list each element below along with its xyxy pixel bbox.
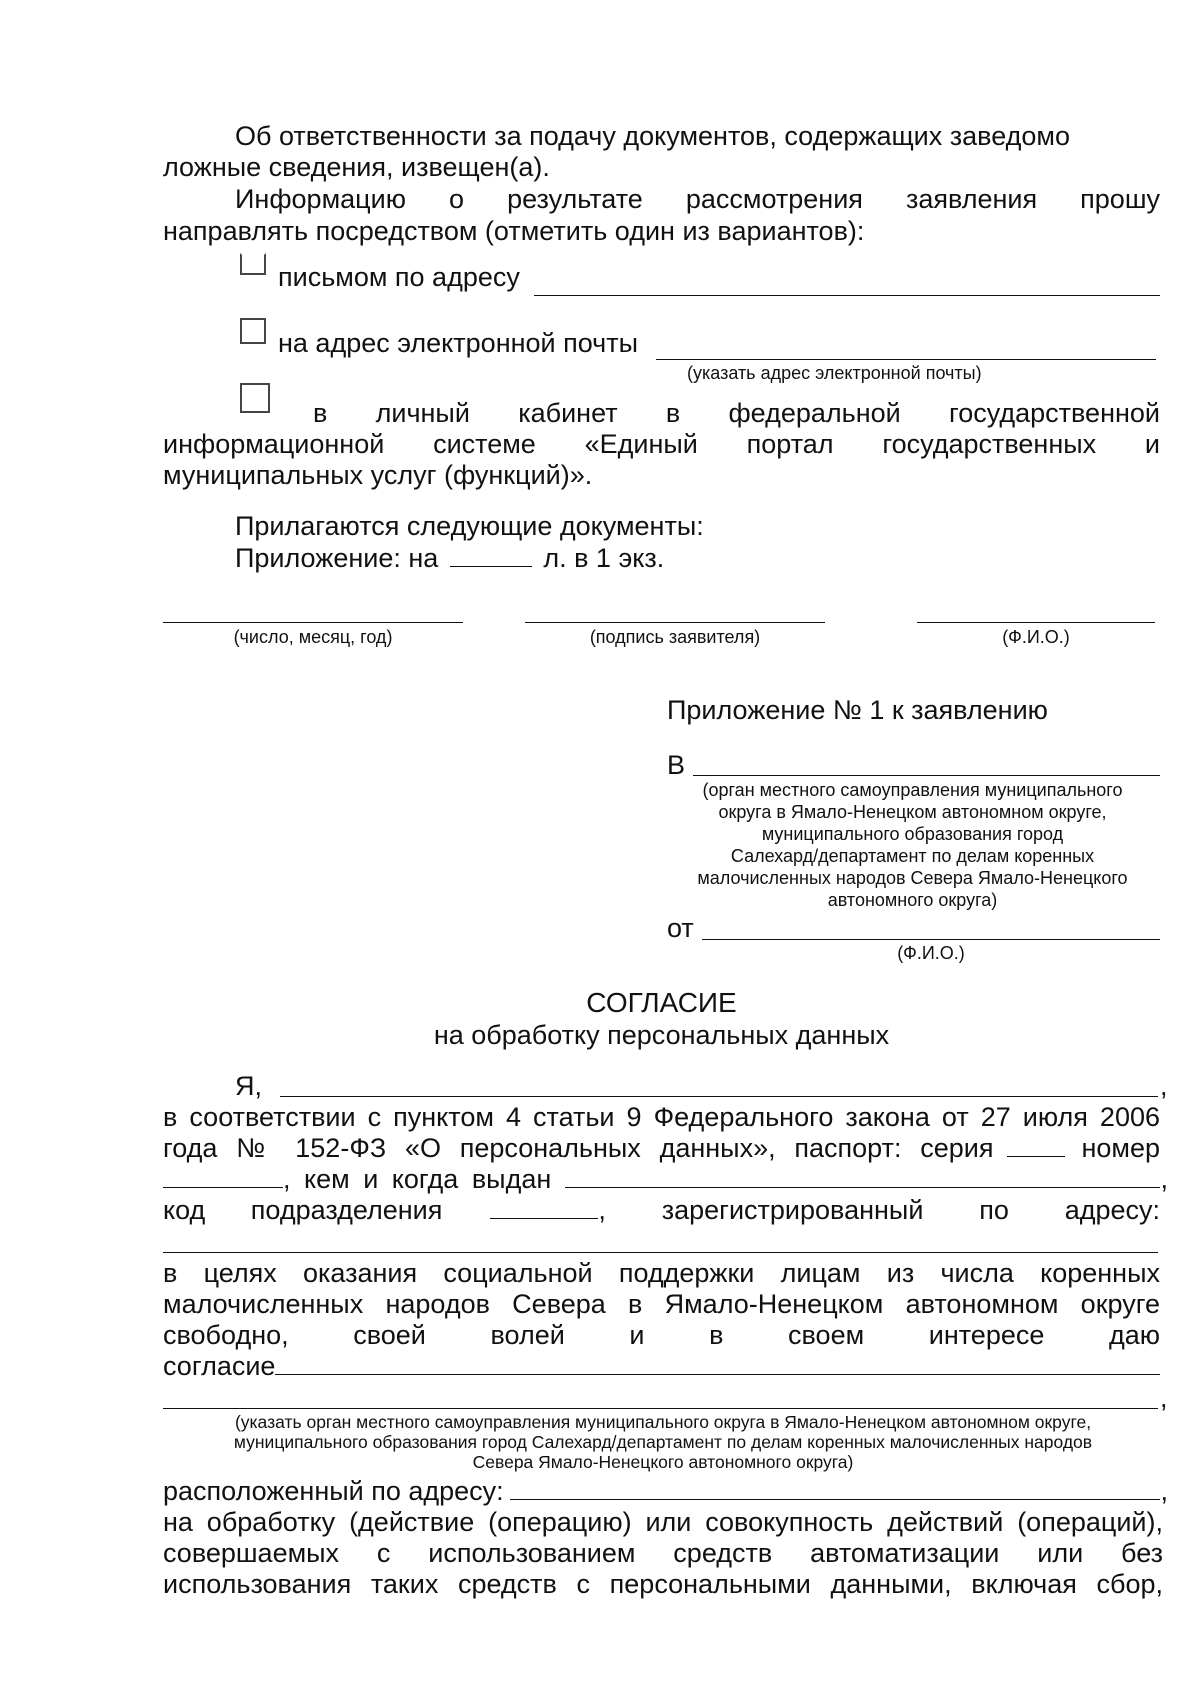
option-gosuslugi-line-3: муниципальных услуг (функций)». [163, 460, 593, 490]
org-hint-line: муниципального образования город [761, 824, 1064, 844]
liability-text-line-2: ложные сведения, извещен(а). [163, 152, 550, 182]
appendix-from-label: от [667, 913, 694, 943]
date-line[interactable] [163, 622, 463, 623]
appendix-org-hint [665, 779, 1160, 911]
located-address-field[interactable] [510, 1499, 1161, 1500]
consent-purpose-line-2: малочисленных народов Севера в Ямало-Ненецком автономном округе [163, 1289, 1160, 1319]
passport-series-field[interactable] [1007, 1156, 1065, 1157]
appendix-to-label: В [667, 750, 686, 780]
comma: , [1160, 1383, 1168, 1413]
processing-line-1: на обработку (действие (операцию) или совокупность действий (операций), [163, 1507, 1163, 1537]
consent-law-line-1: в соответствии с пунктом 4 статьи 9 Федерального закона от 27 июля 2006 [163, 1102, 1160, 1132]
option-gosuslugi-line-1: в личный кабинет в федеральной государственной [313, 398, 1160, 428]
signature-line[interactable] [525, 622, 825, 623]
division-label: код подразделения [163, 1195, 443, 1225]
email-address-line[interactable] [656, 359, 1156, 360]
attachment-suffix: л. в 1 экз. [543, 543, 665, 573]
checkbox-by-letter[interactable] [240, 253, 266, 275]
consent-subtitle: на обработку персональных данных [433, 1020, 890, 1050]
consent-hint-line: (указать орган местного самоуправления муниципального округа в Ямало-Ненецком автономном округе, [234, 1412, 1092, 1432]
comma: , [1160, 1071, 1168, 1101]
signature-hint: (подпись заявителя) [589, 627, 761, 647]
issued-label: , кем и когда выдан [283, 1164, 552, 1194]
consent-hint-line: Севера Ямало-Ненецкого автономного округа) [472, 1452, 854, 1472]
checkbox-gosuslugi[interactable] [240, 383, 270, 413]
consent-name-line[interactable] [280, 1096, 1158, 1097]
fio-line[interactable] [917, 622, 1155, 623]
org-hint-line: малочисленных народов Севера Ямало-Ненецкого [697, 868, 1128, 888]
consent-org-field[interactable] [275, 1374, 1160, 1375]
located-address-line [163, 1476, 1168, 1507]
division-line [163, 1195, 1160, 1226]
passport-text: года № 152-ФЗ «О персональных данных», паспорт: серия [163, 1133, 994, 1163]
org-hint-line: Салехард/департамент по делам коренных [730, 846, 1095, 866]
registration-address-line[interactable] [163, 1252, 1158, 1253]
appendix-fio-line[interactable] [702, 939, 1160, 940]
consent-word: согласие [163, 1351, 276, 1381]
appendix-org-line[interactable] [693, 775, 1160, 776]
located-label: расположенный по адресу: [163, 1476, 504, 1506]
consent-purpose-line-3: свободно, своей волей и в своем интересе даю [163, 1320, 1160, 1350]
date-hint: (число, месяц, год) [233, 627, 393, 647]
option-letter-label: письмом по адресу [278, 262, 520, 292]
appendix-fio-hint: (Ф.И.О.) [897, 943, 965, 963]
attachment-count-line [235, 543, 664, 574]
fio-hint: (Ф.И.О.) [1002, 627, 1070, 647]
consent-purpose-line-1: в целях оказания социальной поддержки лицам из числа коренных [163, 1258, 1160, 1288]
org-hint-line: (орган местного самоуправления муниципального [702, 780, 1123, 800]
comma: , [1160, 1164, 1168, 1194]
consent-title: СОГЛАСИЕ [586, 987, 737, 1018]
passport-number-label: номер [1081, 1133, 1160, 1163]
consent-org-hint [163, 1412, 1163, 1472]
checkbox-email[interactable] [240, 318, 266, 344]
appendix-title: Приложение № 1 к заявлению [667, 695, 1048, 725]
org-hint-line: округа в Ямало-Ненецком автономном округе, [718, 802, 1107, 822]
consent-org-line-2[interactable] [163, 1408, 1158, 1409]
registered-label: , зарегистрированный по адресу: [598, 1195, 1160, 1225]
result-info-line-1: Информацию о результате рассмотрения заявления прошу [235, 184, 1160, 214]
issued-line [163, 1164, 1168, 1195]
issued-by-field[interactable] [565, 1187, 1160, 1188]
passport-number-field[interactable] [163, 1187, 283, 1188]
processing-line-3: использования таких средств с персональными данными, включая сбор, [163, 1569, 1163, 1599]
division-code-field[interactable] [490, 1218, 598, 1219]
consent-to-line [163, 1351, 1160, 1382]
liability-text-line-1: Об ответственности за подачу документов, содержащих заведомо [235, 121, 1070, 151]
attachment-pages-field[interactable] [450, 566, 532, 567]
org-hint-line: автономного округа) [827, 890, 998, 910]
attachments-heading: Прилагаются следующие документы: [235, 511, 704, 541]
consent-ya-label: Я, [235, 1071, 262, 1101]
option-email-label: на адрес электронной почты [278, 328, 639, 358]
letter-address-line[interactable] [534, 295, 1160, 296]
processing-line-2: совершаемых с использованием средств автоматизации или без [163, 1538, 1163, 1568]
result-info-line-2: направлять посредством (отметить один из вариантов): [163, 216, 865, 246]
passport-line [163, 1133, 1160, 1164]
comma: , [1160, 1476, 1168, 1506]
email-hint: (указать адрес электронной почты) [687, 363, 982, 383]
consent-hint-line: муниципального образования город Салехард/департамент по делам коренных малочисленных народов [233, 1432, 1093, 1452]
option-gosuslugi-line-2: информационной системе «Единый портал государственных и [163, 429, 1160, 459]
attachment-prefix: Приложение: на [235, 543, 439, 573]
